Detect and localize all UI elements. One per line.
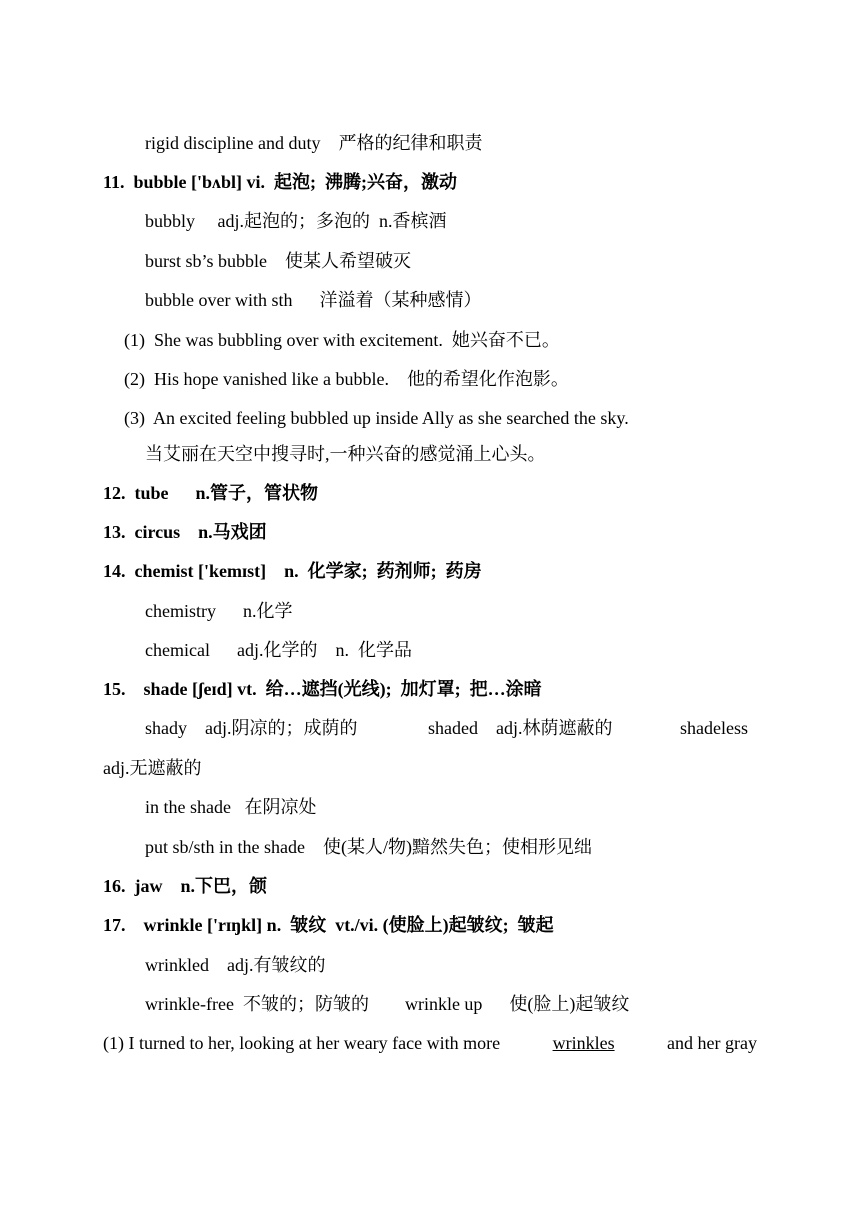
text-segment: (1) I turned to her, looking at her weary face with more — [103, 1033, 501, 1053]
text-line: rigid discipline and duty 严格的纪律和职责 — [145, 133, 483, 153]
entry-heading-wrinkle: 17. wrinkle ['rɪŋkl] n. 皱纹 vt./vi. (使脸上)起皱纹; 皱起 — [103, 915, 554, 935]
entry-heading-shade: 15. shade [ʃeɪd] vt. 给…遮挡(光线); 加灯罩; 把…涂暗 — [103, 679, 542, 699]
entry-heading-jaw: 16. jaw n.下巴，颌 — [103, 876, 268, 896]
text-line: shadeless — [680, 718, 748, 738]
text-line: chemical adj.化学的 n. 化学品 — [145, 640, 412, 660]
entry-heading-circus: 13. circus n.马戏团 — [103, 522, 267, 542]
text-segment: and her gray — [667, 1033, 757, 1053]
text-line: adj.无遮蔽的 — [103, 758, 202, 778]
text-line: wrinkled adj.有皱纹的 — [145, 955, 326, 975]
entry-heading-chemist: 14. chemist ['kemɪst] n. 化学家; 药剂师; 药房 — [103, 561, 482, 581]
text-line: burst sb’s bubble 使某人希望破灭 — [145, 251, 412, 271]
text-line: shaded adj.林荫遮蔽的 — [428, 718, 613, 738]
text-line: put sb/sth in the shade 使(某人/物)黯然失色；使相形见绌 — [145, 837, 592, 857]
example-sentence: (1) She was bubbling over with excitement. 她兴奋不已。 — [124, 330, 560, 350]
example-translation: 当艾丽在天空中搜寻时,一种兴奋的感觉涌上心头。 — [145, 444, 546, 464]
example-sentence — [103, 1031, 757, 1055]
example-sentence: (2) His hope vanished like a bubble. 他的希望化作泡影。 — [124, 369, 569, 389]
example-sentence: (3) An excited feeling bubbled up inside Ally as she searched the sky. — [124, 408, 629, 428]
underlined-word: wrinkles — [552, 1033, 615, 1053]
text-line: bubbly adj.起泡的；多泡的 n.香槟酒 — [145, 211, 447, 231]
entry-heading-bubble: 11. bubble ['bʌbl] vi. 起泡; 沸腾;兴奋，激动 — [103, 172, 458, 192]
text-line: bubble over with sth 洋溢着（某种感情） — [145, 290, 482, 310]
text-line: in the shade 在阴凉处 — [145, 797, 317, 817]
entry-heading-tube: 12. tube n.管子，管状物 — [103, 483, 319, 503]
text-line: chemistry n.化学 — [145, 601, 293, 621]
text-line: wrinkle-free 不皱的；防皱的 wrinkle up 使(脸上)起皱纹 — [145, 994, 630, 1014]
text-line: shady adj.阴凉的；成荫的 — [145, 718, 358, 738]
